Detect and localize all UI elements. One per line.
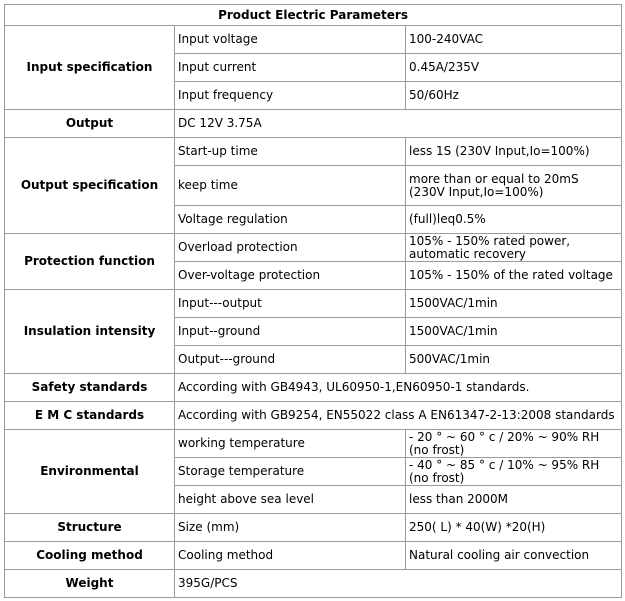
table-row	[5, 234, 622, 262]
param-label: Size (mm)	[175, 514, 406, 542]
param-value: 105% - 150% of the rated voltage	[406, 262, 622, 290]
param-label: Overload protection	[175, 234, 406, 262]
category-input-specification: Input specification	[5, 26, 175, 110]
table-row	[5, 138, 622, 166]
param-label: Input voltage	[175, 26, 406, 54]
param-value	[406, 430, 622, 458]
category-output-specification: Output specification	[5, 138, 175, 234]
table-title: Product Electric Parameters	[5, 5, 622, 26]
param-label: Voltage regulation	[175, 206, 406, 234]
param-value-text: - 20 ° ~ 60 ° c / 20% ~ 90% RH (no frost)	[409, 430, 600, 457]
param-value	[406, 458, 622, 486]
param-label: Start-up time	[175, 138, 406, 166]
param-value: According with GB4943, UL60950-1,EN60950-1 standards.	[175, 374, 622, 402]
param-label: Input--ground	[175, 318, 406, 346]
param-label: keep time	[175, 166, 406, 206]
category-protection-function: Protection function	[5, 234, 175, 290]
param-value: less 1S (230V Input,Io=100%)	[406, 138, 622, 166]
table-row	[5, 402, 622, 430]
param-value: 50/60Hz	[406, 82, 622, 110]
table-row	[5, 430, 622, 458]
category-structure: Structure	[5, 514, 175, 542]
category-safety-standards: Safety standards	[5, 374, 175, 402]
param-value: 0.45A/235V	[406, 54, 622, 82]
param-value: less than 2000M	[406, 486, 622, 514]
category-insulation-intensity: Insulation intensity	[5, 290, 175, 374]
table-row	[5, 290, 622, 318]
param-value-text: 105% - 150% rated power, automatic recovery	[409, 234, 571, 261]
param-value: 500VAC/1min	[406, 346, 622, 374]
table-row	[5, 542, 622, 570]
table-row	[5, 26, 622, 54]
category-output: Output	[5, 110, 175, 138]
param-value: 1500VAC/1min	[406, 318, 622, 346]
table-row	[5, 374, 622, 402]
param-value: According with GB9254, EN55022 class A EN61347-2-13:2008 standards	[175, 402, 622, 430]
param-value: Natural cooling air convection	[406, 542, 622, 570]
electric-parameters-table	[4, 4, 622, 598]
category-emc-standards: E M C standards	[5, 402, 175, 430]
param-label: Input current	[175, 54, 406, 82]
param-label: working temperature	[175, 430, 406, 458]
table-row	[5, 570, 622, 598]
param-value: 250( L) * 40(W) *20(H)	[406, 514, 622, 542]
param-value	[406, 234, 622, 262]
param-label: Input---output	[175, 290, 406, 318]
table-row	[5, 514, 622, 542]
category-cooling-method: Cooling method	[5, 542, 175, 570]
param-value: more than or equal to 20mS (230V Input,Io=100%)	[406, 166, 622, 206]
param-value: 100-240VAC	[406, 26, 622, 54]
category-environmental: Environmental	[5, 430, 175, 514]
param-value: DC 12V 3.75A	[175, 110, 622, 138]
param-label: height above sea level	[175, 486, 406, 514]
param-value: 1500VAC/1min	[406, 290, 622, 318]
param-value: 395G/PCS	[175, 570, 622, 598]
table-row	[5, 110, 622, 138]
table-row	[5, 5, 622, 26]
param-label: Storage temperature	[175, 458, 406, 486]
param-value: (full)leq0.5%	[406, 206, 622, 234]
param-label: Input frequency	[175, 82, 406, 110]
param-label: Cooling method	[175, 542, 406, 570]
param-label: Output---ground	[175, 346, 406, 374]
param-value-text: - 40 ° ~ 85 ° c / 10% ~ 95% RH (no frost)	[409, 458, 600, 485]
param-label: Over-voltage protection	[175, 262, 406, 290]
category-weight: Weight	[5, 570, 175, 598]
